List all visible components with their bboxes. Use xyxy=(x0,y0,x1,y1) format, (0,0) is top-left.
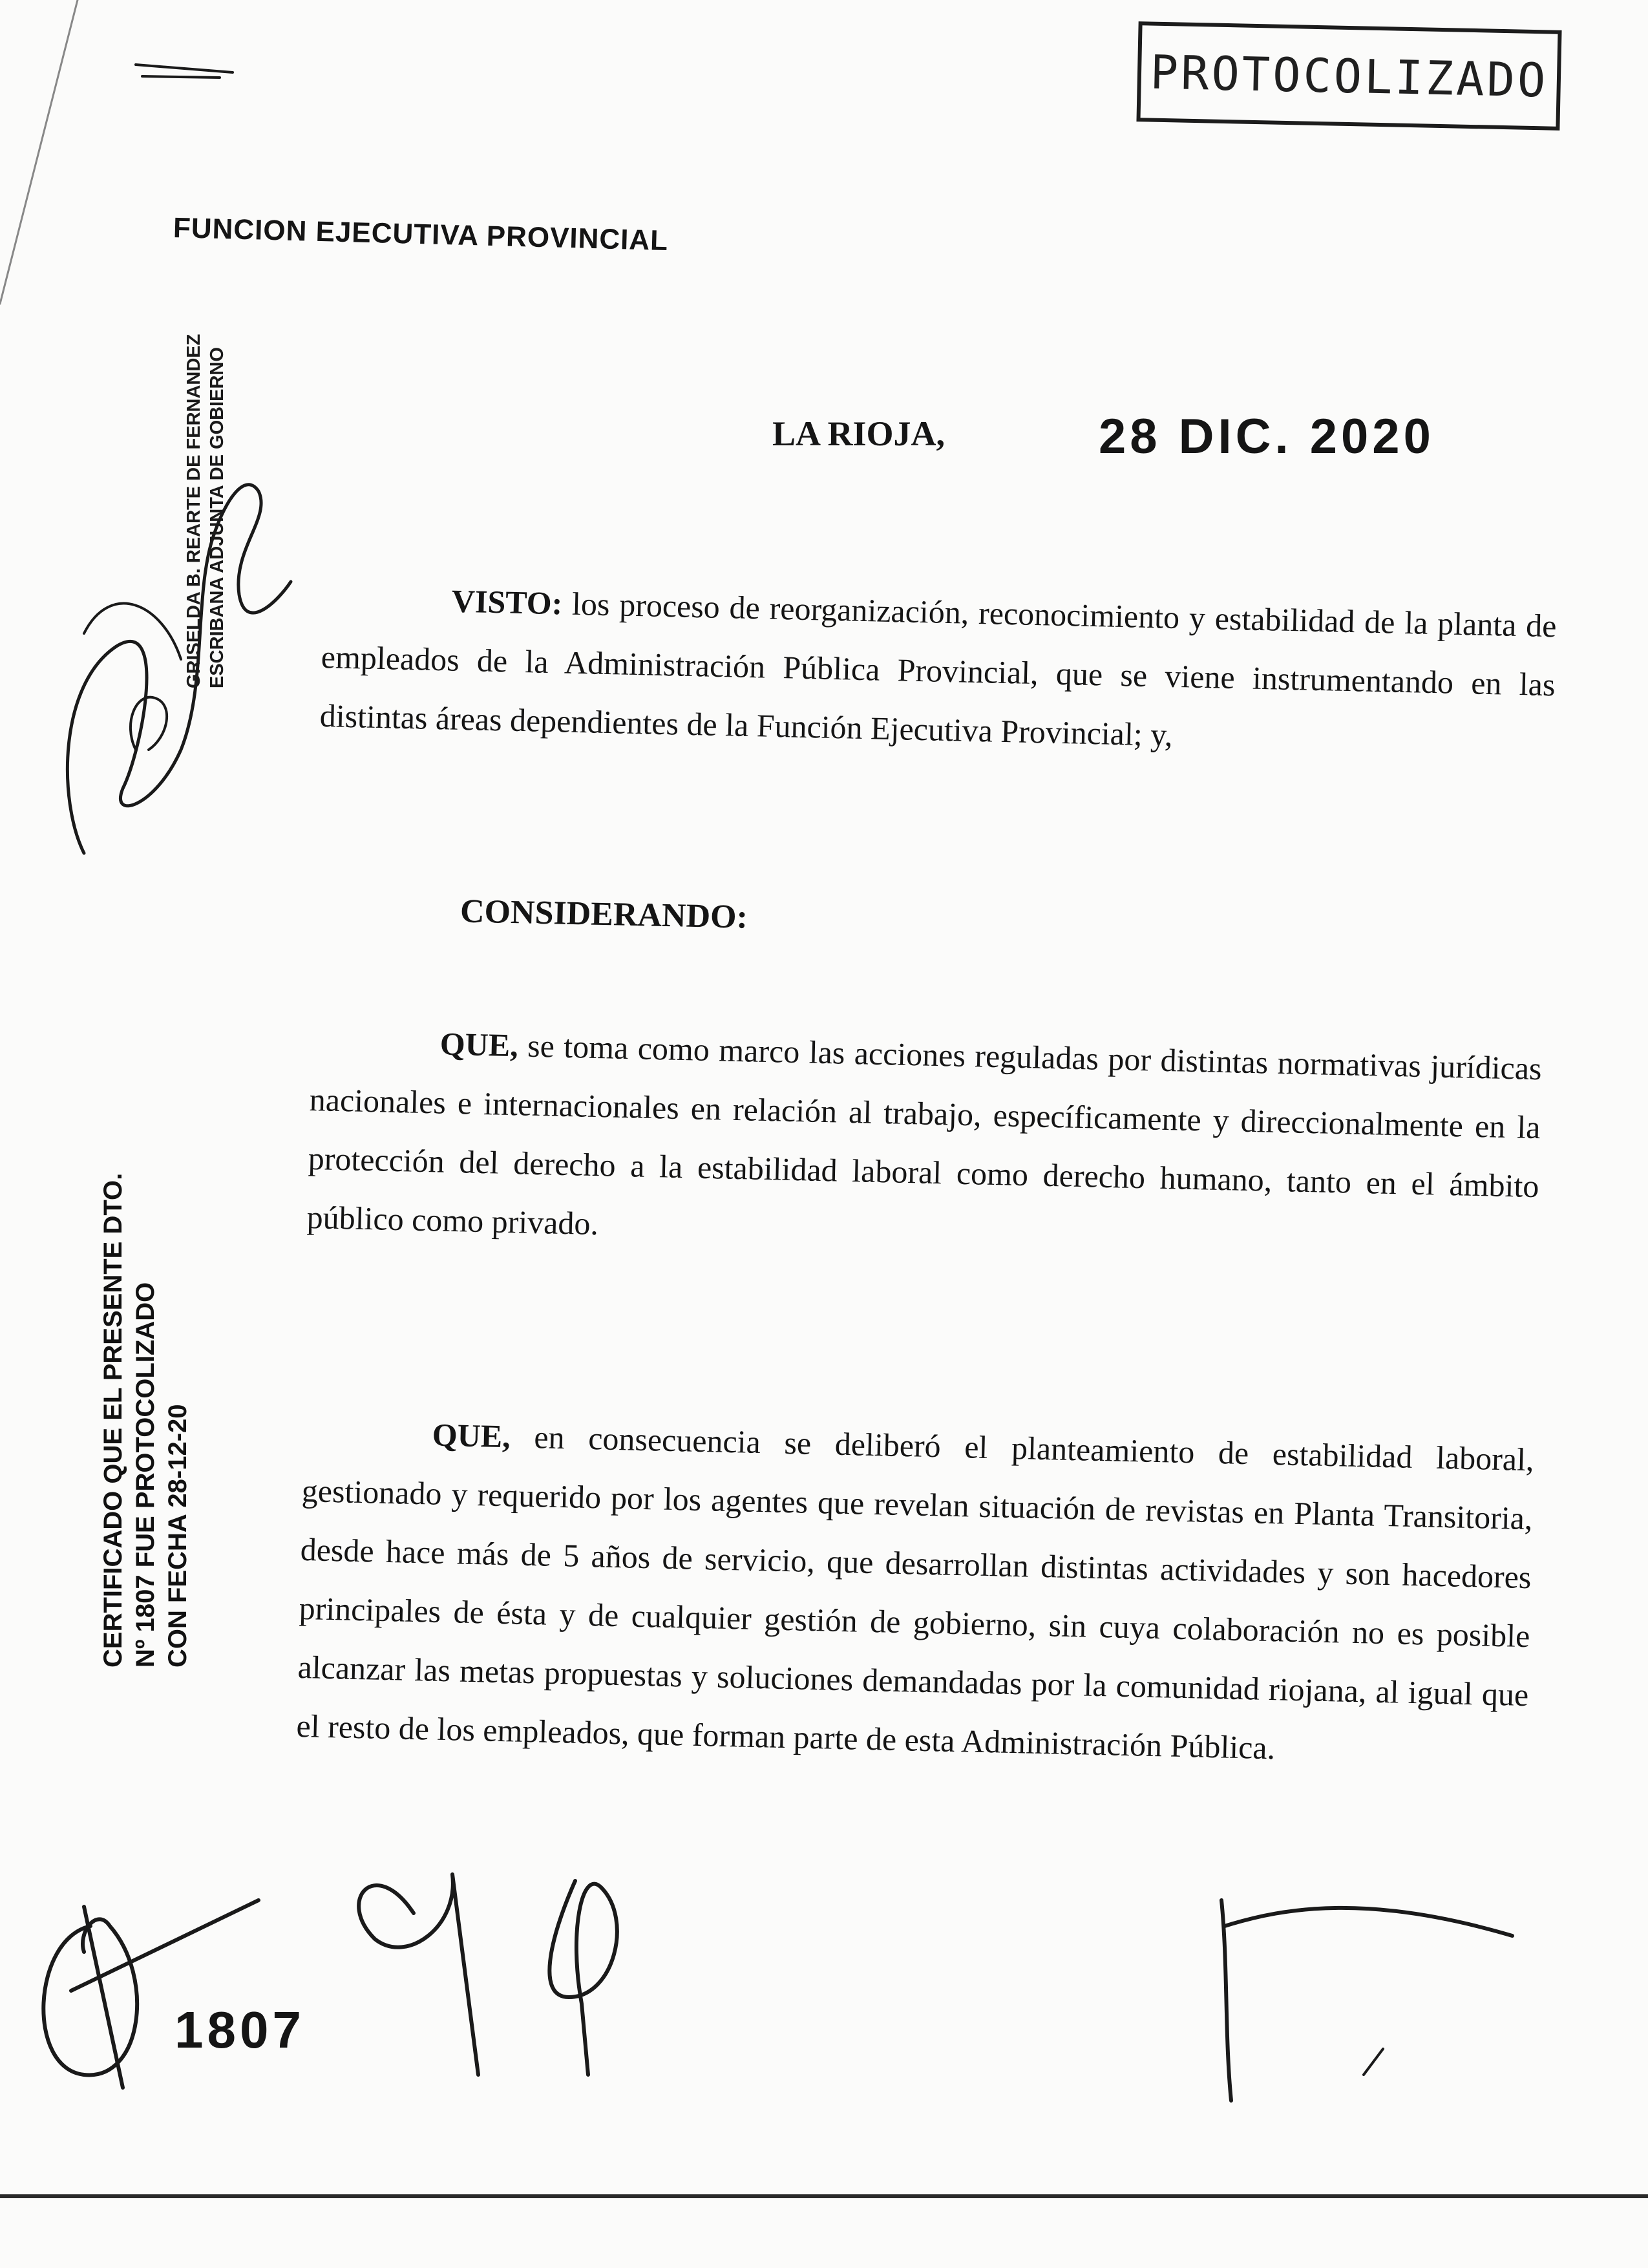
que1-label: QUE, xyxy=(439,1025,519,1064)
notary-name: GRISELDA B. REARTE DE FERNANDEZ xyxy=(184,334,204,688)
initials-signature-image xyxy=(13,1829,659,2101)
bottom-rule xyxy=(0,2194,1648,2198)
visto-paragraph xyxy=(319,569,1558,773)
que-paragraph-1 xyxy=(306,1012,1543,1275)
visto-text: los proceso de reorganización, reconocimiento y estabilidad de la planta de empleados de la Administración Pública Provincial, que se viene instrumentando en las distintas áreas dependientes de la Función Ejecutiva Provincial; y, xyxy=(319,585,1558,753)
certification-margin-stamp xyxy=(97,1173,194,1668)
visto-label: VISTO: xyxy=(451,582,563,622)
notary-signature-image xyxy=(45,388,304,879)
notary-title: ESCRIBANA ADJUNTA DE GOBIERNO xyxy=(207,347,227,688)
staple-mark xyxy=(129,52,246,90)
dateline-date: 28 DIC. 2020 xyxy=(1099,409,1435,464)
corner-fold-mark xyxy=(0,0,84,310)
cert-line-2: Nº 1807 FUE PROTOCOLIZADO xyxy=(131,1282,160,1668)
cert-line-3: CON FECHA 28-12-20 xyxy=(164,1404,192,1668)
considerando-heading: CONSIDERANDO: xyxy=(460,893,748,936)
page-number: 1807 xyxy=(174,2001,305,2059)
que-paragraph-2 xyxy=(296,1403,1535,1783)
page-title: FUNCION EJECUTIVA PROVINCIAL xyxy=(173,212,669,257)
official-signature-image xyxy=(1215,1887,1525,2107)
que2-text: en consecuencia se deliberó el planteamiento de estabilidad laboral, gestionado y requerido por los agentes que revelan situación de revistas en Planta Transitoria, desde hace más de 5 años de servicio, que desarrollan distintas actividades y son hacedores principales de ésta y de cualquier gestión de gobierno, sin cuya colaboración no es posible alcanzar las metas propuestas y soluciones demandadas por la comunidad riojana, al igual que el resto de los empleados, que forman parte de esta Administración Pública. xyxy=(296,1419,1535,1766)
dateline-place: LA RIOJA, xyxy=(772,414,945,453)
cert-line-1: CERTIFICADO QUE EL PRESENTE DTO. xyxy=(99,1172,127,1668)
protocolizado-stamp: PROTOCOLIZADO xyxy=(1136,21,1561,131)
que1-text: se toma como marco las acciones reguladas por distintas normativas jurídicas nacionales e internacionales en relación al trabajo, específicamente y direccionalmente en la protección del derecho a la estabilidad laboral como derecho humano, tanto en el ámbito público como privado. xyxy=(306,1027,1543,1242)
que2-label: QUE, xyxy=(432,1416,511,1455)
